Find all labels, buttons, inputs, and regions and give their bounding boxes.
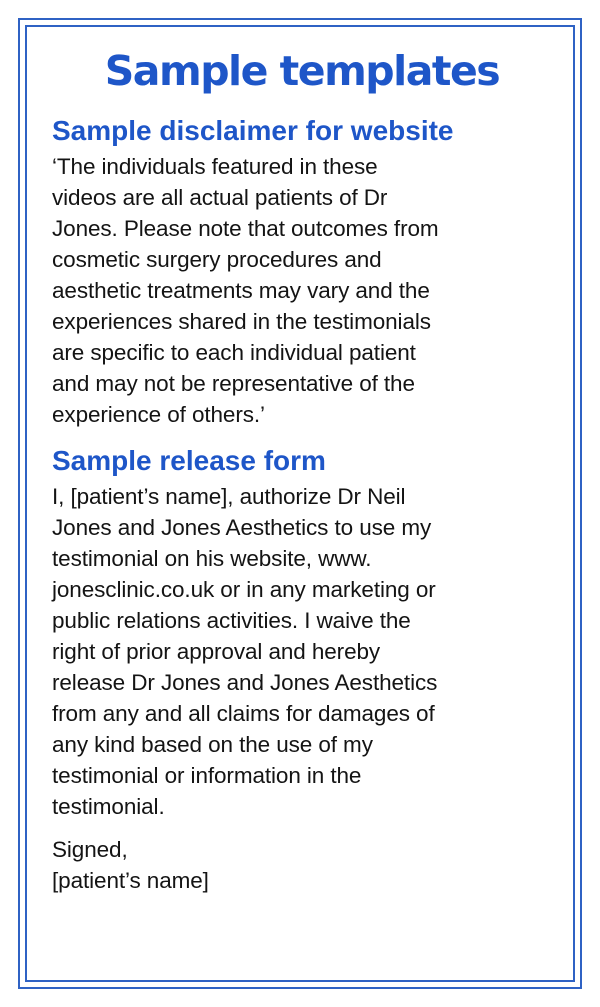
release-form-line: I, [patient’s name], authorize Dr Neil [52, 484, 406, 509]
disclaimer-line: cosmetic surgery procedures and [52, 247, 382, 272]
release-form-line: right of prior approval and hereby [52, 639, 381, 664]
templates-box [52, 36, 552, 896]
signature-line: Signed, [52, 837, 128, 862]
release-form-line: testimonial on his website, www. [52, 546, 372, 571]
page-title: Sample templates [104, 47, 500, 95]
release-form-heading: Sample release form [52, 445, 326, 476]
disclaimer-line: videos are all actual patients of Dr [52, 185, 388, 210]
disclaimer-line: Jones. Please note that outcomes from [52, 216, 439, 241]
disclaimer-text [52, 151, 552, 430]
release-form-line: from any and all claims for damages of [52, 701, 435, 726]
release-form-line: public relations activities. I waive the [52, 608, 411, 633]
disclaimer-line: and may not be representative of the [52, 371, 415, 396]
signature-block [52, 834, 552, 896]
disclaimer-line: are specific to each individual patient [52, 340, 416, 365]
disclaimer-line: ‘The individuals featured in these [52, 154, 378, 179]
release-form-line: jonesclinic.co.uk or in any marketing or [52, 577, 436, 602]
disclaimer-line: aesthetic treatments may vary and the [52, 278, 430, 303]
release-form-line: testimonial or information in the [52, 763, 362, 788]
disclaimer-line: experiences shared in the testimonials [52, 309, 431, 334]
release-form-line: any kind based on the use of my [52, 732, 373, 757]
release-form-line: Jones and Jones Aesthetics to use my [52, 515, 432, 540]
release-form-line: release Dr Jones and Jones Aesthetics [52, 670, 438, 695]
signature-line: [patient’s name] [52, 868, 209, 893]
release-form-line: testimonial. [52, 794, 165, 819]
release-form-text [52, 481, 552, 822]
disclaimer-line: experience of others.’ [52, 402, 265, 427]
disclaimer-heading: Sample disclaimer for website [52, 115, 454, 146]
